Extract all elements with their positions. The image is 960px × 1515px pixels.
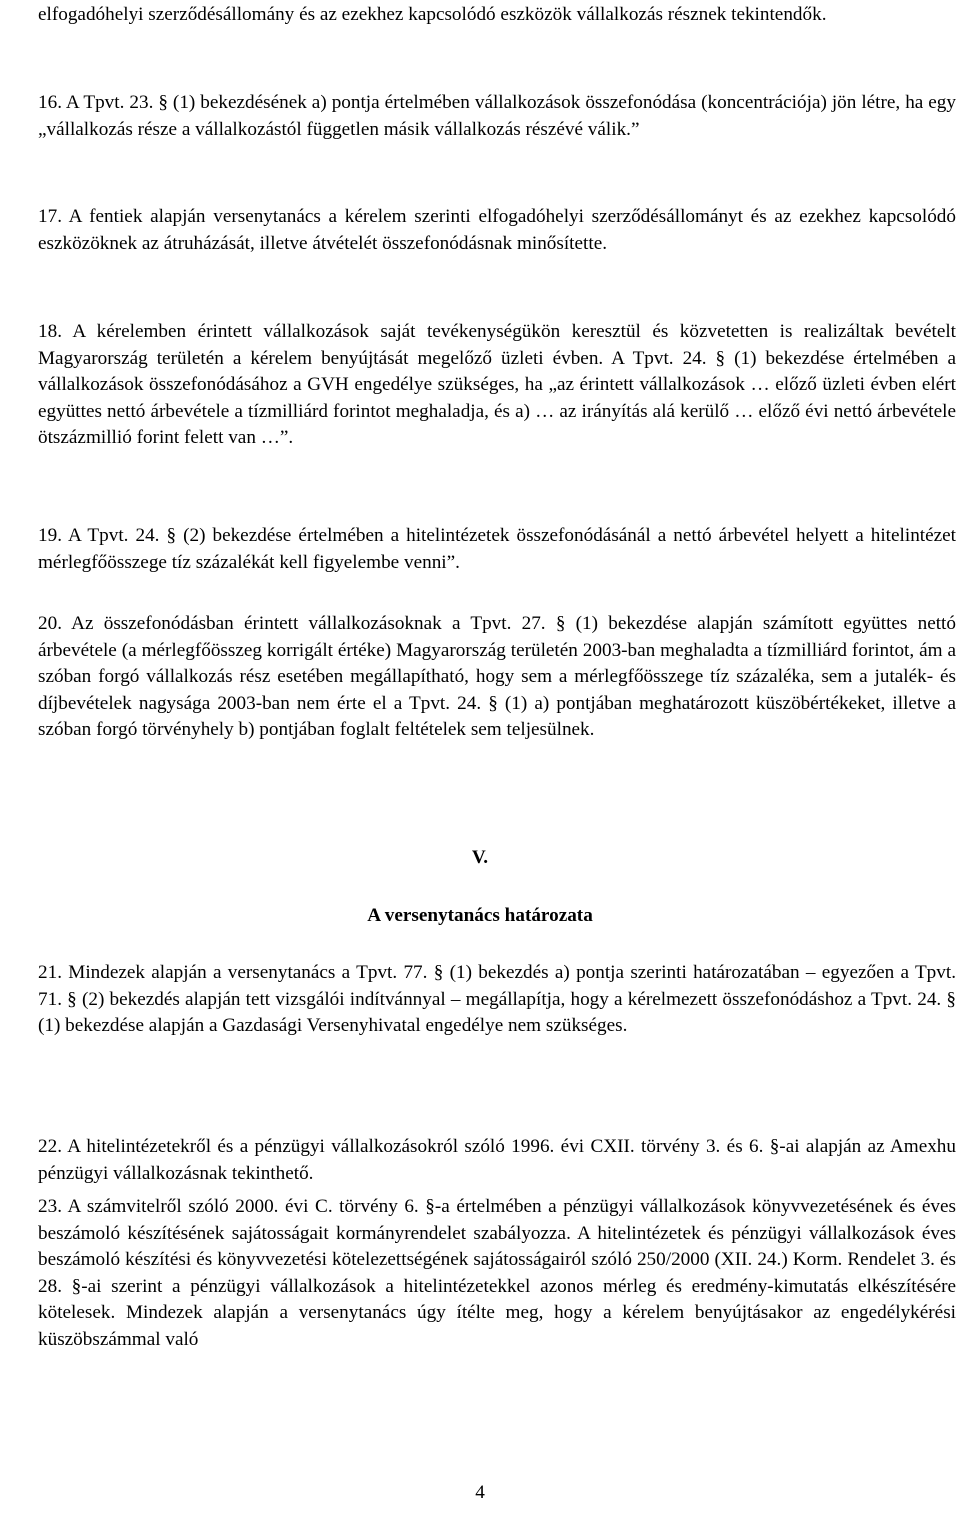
paragraph-number: 18. bbox=[38, 321, 62, 342]
paragraph-number: 22. bbox=[38, 1136, 62, 1157]
paragraph-number: 23. bbox=[38, 1196, 62, 1217]
section-title: A versenytanács határozata bbox=[367, 905, 593, 926]
paragraph-text: Az összefonódásban érintett vállalkozásoknak a Tpvt. 27. § (1) bekezdése alapján számított együttes nettó árbevétele (a mérlegfőösszeg korrigált értéke) Magyarország területén 2003-ban meghaladta a tízmilliárd forintot, ám a szóban forgó vállalkozás rész esetében megállapítható, hogy sem a mérlegfőösszege tíz százaléka, sem a jutalék- és díjbevételek nagysága 2003-ban nem érte el a Tpvt. 24. § (1) a) pontjában meghatározott küszöbértékeket, illetve a szóban forgó törvényhely b) pontjában foglalt feltételek sem teljesülnek. bbox=[38, 613, 956, 740]
paragraph-17 bbox=[38, 204, 956, 257]
paragraph-number: 16. bbox=[38, 92, 62, 113]
paragraph-16 bbox=[38, 90, 956, 143]
paragraph-22 bbox=[38, 1134, 956, 1187]
paragraph-text: A számvitelről szóló 2000. évi C. törvény 6. §-a értelmében a pénzügyi vállalkozások könyvvezetésének és éves beszámoló készítésének sajátosságait kormányrendelet szabályozza. A hitelintézetek és pénzügyi vállalkozások éves beszámoló készítési és könyvvezetési kötelezettségének sajátosságairól szóló 250/2000 (XII. 24.) Korm. Rendelet 3. és 28. §-ai szerint a pénzügyi vállalkozások a hitelintézetekkel azonos mérleg és eredmény-kimutatás elkészítésére kötelesek. Mindezek alapján a versenytanács úgy ítélte meg, hogy a kérelem benyújtásakor az engedélykérési küszöbszámmal való bbox=[38, 1196, 956, 1350]
paragraph-number: 17. bbox=[38, 206, 62, 227]
paragraph-text: elfogadóhelyi szerződésállomány és az ezekhez kapcsolódó eszközök vállalkozás résznek tekintendők. bbox=[38, 4, 827, 25]
paragraph-text: Mindezek alapján a versenytanács a Tpvt. 77. § (1) bekezdés a) pontja szerinti határozatában – egyezően a Tpvt. 71. § (2) bekezdés alapján tett vizsgálói indítvánnyal – megállapítja, hogy a kérelmezett összefonódáshoz a Tpvt. 24. § (1) bekezdése alapján a Gazdasági Versenyhivatal engedélye nem szükséges. bbox=[38, 962, 957, 1036]
paragraph-23 bbox=[38, 1194, 956, 1353]
paragraph-number: 20. bbox=[38, 613, 62, 634]
paragraph-number: 19. bbox=[38, 525, 62, 546]
paragraph-18 bbox=[38, 319, 956, 452]
paragraph-19 bbox=[38, 523, 956, 576]
paragraph-number: 21. bbox=[38, 962, 62, 983]
paragraph-text: A fentiek alapján versenytanács a kérelem szerinti elfogadóhelyi szerződésállományt és az ezekhez kapcsolódó eszközöknek az átruházását, illetve átvételét összefonódásnak minősítette. bbox=[38, 206, 956, 254]
paragraph-text: A Tpvt. 24. § (2) bekezdése értelmében a hitelintézetek összefonódásánál a nettó árbevétel helyett a hitelintézet mérlegfőösszege tíz százalékát kell figyelembe venni”. bbox=[38, 525, 956, 573]
paragraph-21 bbox=[38, 960, 956, 1040]
paragraph-text: A hitelintézetekről és a pénzügyi vállalkozásokról szóló 1996. évi CXII. törvény 3. és 6. §-ai alapján az Amexhu pénzügyi vállalkozásnak tekinthető. bbox=[38, 1136, 956, 1184]
paragraph-continuation bbox=[38, 2, 956, 29]
paragraph-20 bbox=[38, 611, 956, 744]
paragraph-text: A Tpvt. 23. § (1) bekezdésének a) pontja értelmében vállalkozások összefonódása (koncentrációja) jön létre, ha egy „vállalkozás része a vállalkozástól független másik vállalkozás részévé válik.” bbox=[38, 92, 956, 140]
paragraph-text: A kérelemben érintett vállalkozások saját tevékenységükön keresztül és közvetetten is realizáltak bevételt Magyarország területén a kérelem benyújtását megelőző üzleti évben. A Tpvt. 24. § (1) bekezdése értelmében a vállalkozások összefonódásához a GVH engedélye szükséges, ha „az érintett vállalkozások … előző üzleti évben elért együttes nettó árbevétele a tízmilliárd forintot meghaladja, és a) … az irányítás alá kerülő … előző évi nettó árbevétele ötszázmillió forint felett van …”. bbox=[38, 321, 956, 448]
page-number: 4 bbox=[475, 1482, 485, 1503]
section-number: V. bbox=[471, 847, 489, 868]
